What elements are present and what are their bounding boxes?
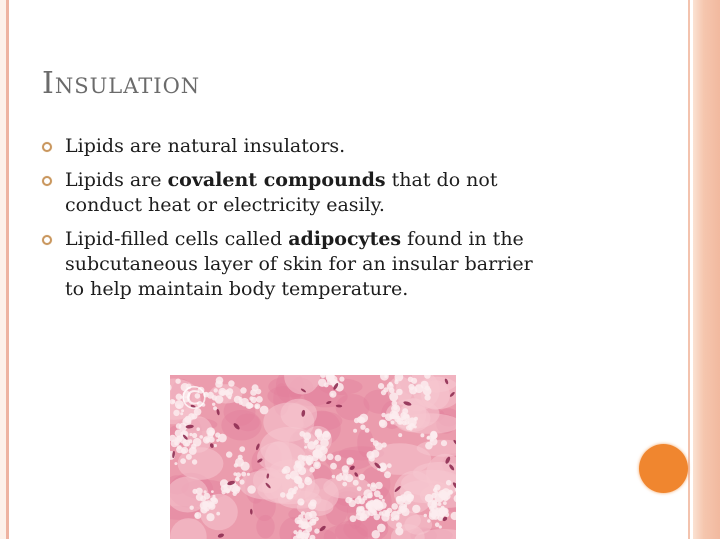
adipose-tissue-image xyxy=(170,375,456,539)
list-item xyxy=(42,227,642,302)
list-item xyxy=(42,134,642,159)
bullet-list xyxy=(42,134,642,311)
list-item xyxy=(42,168,642,218)
bullet-text: Lipid-filled cells called adipocytes found in the subcutaneous layer of skin for an insular barrier to help maintain body temperature. xyxy=(65,228,533,300)
right-accent-band xyxy=(693,0,720,539)
bullet-circle-icon xyxy=(42,235,52,245)
bullet-text: Lipids are natural insulators. xyxy=(65,135,346,157)
left-accent-line xyxy=(6,0,9,539)
tissue-art xyxy=(170,375,456,539)
copyright-watermark-icon: © xyxy=(178,379,210,417)
bullet-circle-icon xyxy=(42,142,52,152)
bullet-text: Lipids are covalent compounds that do not conduct heat or electricity easily. xyxy=(65,169,498,216)
accent-circle xyxy=(639,444,688,493)
right-accent-line xyxy=(688,0,690,539)
bullet-circle-icon xyxy=(42,176,52,186)
slide-title: Insulation xyxy=(42,66,201,101)
